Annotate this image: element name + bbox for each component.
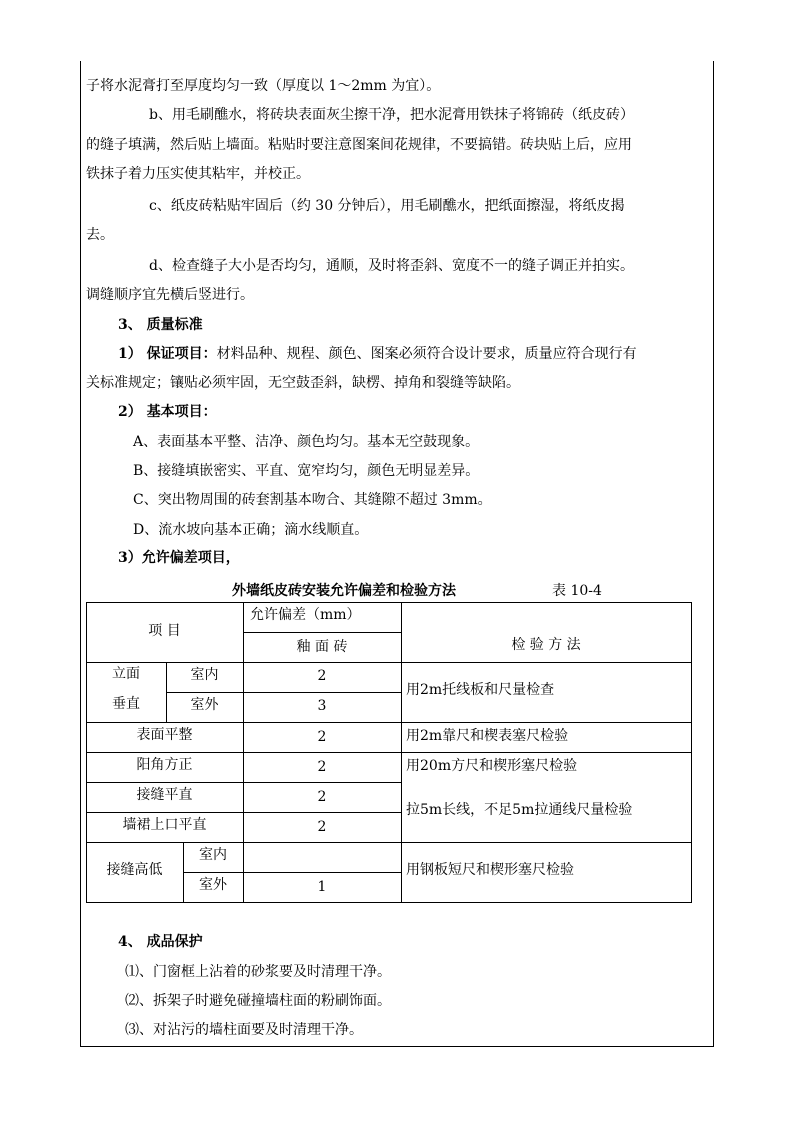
vertical-outdoor-label: 室外 [190,697,219,713]
header-item: 项 目 [148,623,181,639]
section-4-title: 4、 成品保护 [118,934,203,950]
corner-label: 阳角方正 [136,757,193,773]
vertical-outdoor-value: 3 [317,698,327,714]
header-tolerance: 允许偏差（mm） [250,607,361,623]
joint-outdoor-label: 室外 [199,877,227,893]
paragraph-text: d、检查缝子大小是否均匀，通顺，及时将歪斜、宽度不一的缝子调正并拍实。 [149,258,634,274]
joint-height-label: 接缝高低 [106,862,163,878]
vertical-indoor-label: 室内 [190,667,219,683]
corner-method: 用20m方尺和楔形塞尺检验 [406,758,578,774]
header-glazed-tile: 釉 面 砖 [296,639,348,655]
basic-item-a: A、表面基本平整、洁净、颜色均匀。基本无空鼓现象。 [133,434,480,450]
vertical-indoor-value: 2 [317,668,327,684]
skirt-label: 墙裙上口平直 [122,817,207,833]
basic-item-c: C、突出物周围的砖套割基本吻合、其缝隙不超过 3mm。 [133,492,492,508]
joint-outdoor-value: 1 [317,879,327,895]
flatness-method: 用2m靠尺和楔表塞尺检验 [406,728,569,744]
paragraph-text: 去。 [86,227,114,243]
joint-indoor-label: 室内 [199,847,227,863]
line-method: 拉5m长线，不足5m拉通线尺量检验 [406,802,633,818]
header-method: 检 验 方 法 [511,637,581,653]
guarantee-item-text: 材料品种、规程、颜色、图案必须符合设计要求，质量应符合现行有 [216,346,637,362]
flatness-value: 2 [317,729,327,745]
tolerance-table [86,602,692,902]
paragraph-text: c、纸皮砖粘贴牢固后（约 30 分钟后），用毛刷醮水，把纸面擦湿，将纸皮揭 [149,198,625,214]
basic-item-b: B、接缝填嵌密实、平直、宽窄均匀，颜色无明显差异。 [133,463,480,479]
vertical-method: 用2m托线板和尺量检查 [406,682,555,698]
paragraph-text: 的缝子填满，然后贴上墙面。粘贴时要注意图案间花规律，不要搞错。砖块贴上后，应用 [86,137,632,153]
paragraph-text: 铁抹子着力压实使其粘牢，并校正。 [86,166,310,182]
guarantee-item-continued: 关标准规定；镶贴必须牢固，无空鼓歪斜，缺楞、掉角和裂缝等缺陷。 [86,375,520,391]
paragraph-text: b、用毛刷醮水，将砖块表面灰尘擦干净，把水泥膏用铁抹子将锦砖（纸皮砖） [149,107,634,123]
guarantee-item-label: 1） 保证项目： [118,346,217,362]
corner-value: 2 [317,759,327,775]
section-3-title: 3、 质量标准 [118,317,203,333]
paragraph-text: 子将水泥膏打至厚度均匀一致（厚度以 1～2mm 为宜）。 [86,78,441,94]
protection-item-3: ⑶、对沾污的墙柱面要及时清理干净。 [125,1022,363,1038]
joint-straight-label: 接缝平直 [136,787,193,803]
guarantee-item [118,344,637,364]
basic-item-label: 2） 基本项目： [118,404,217,420]
table-caption: 外墙纸皮砖安装允许偏差和检验方法 [232,583,456,599]
protection-item-2: ⑵、拆架子时避免碰撞墙柱面的粉刷饰面。 [125,993,391,1009]
basic-item-d: D、流水坡向基本正确；滴水线顺直。 [133,522,369,538]
vertical-group-label: 立面 [112,666,140,682]
paragraph-text: 调缝顺序宜先横后竖进行。 [86,287,254,303]
joint-straight-value: 2 [317,789,327,805]
protection-item-1: ⑴、门窗框上沾着的砂浆要及时清理干净。 [125,964,391,980]
flatness-label: 表面平整 [136,727,193,743]
vertical-group-label-2: 垂直 [112,696,140,712]
table-number: 表 10-4 [552,583,602,599]
skirt-value: 2 [317,819,327,835]
allowable-item-label: 3）允许偏差项目， [118,550,240,566]
joint-method: 用钢板短尺和楔形塞尺检验 [406,862,574,878]
